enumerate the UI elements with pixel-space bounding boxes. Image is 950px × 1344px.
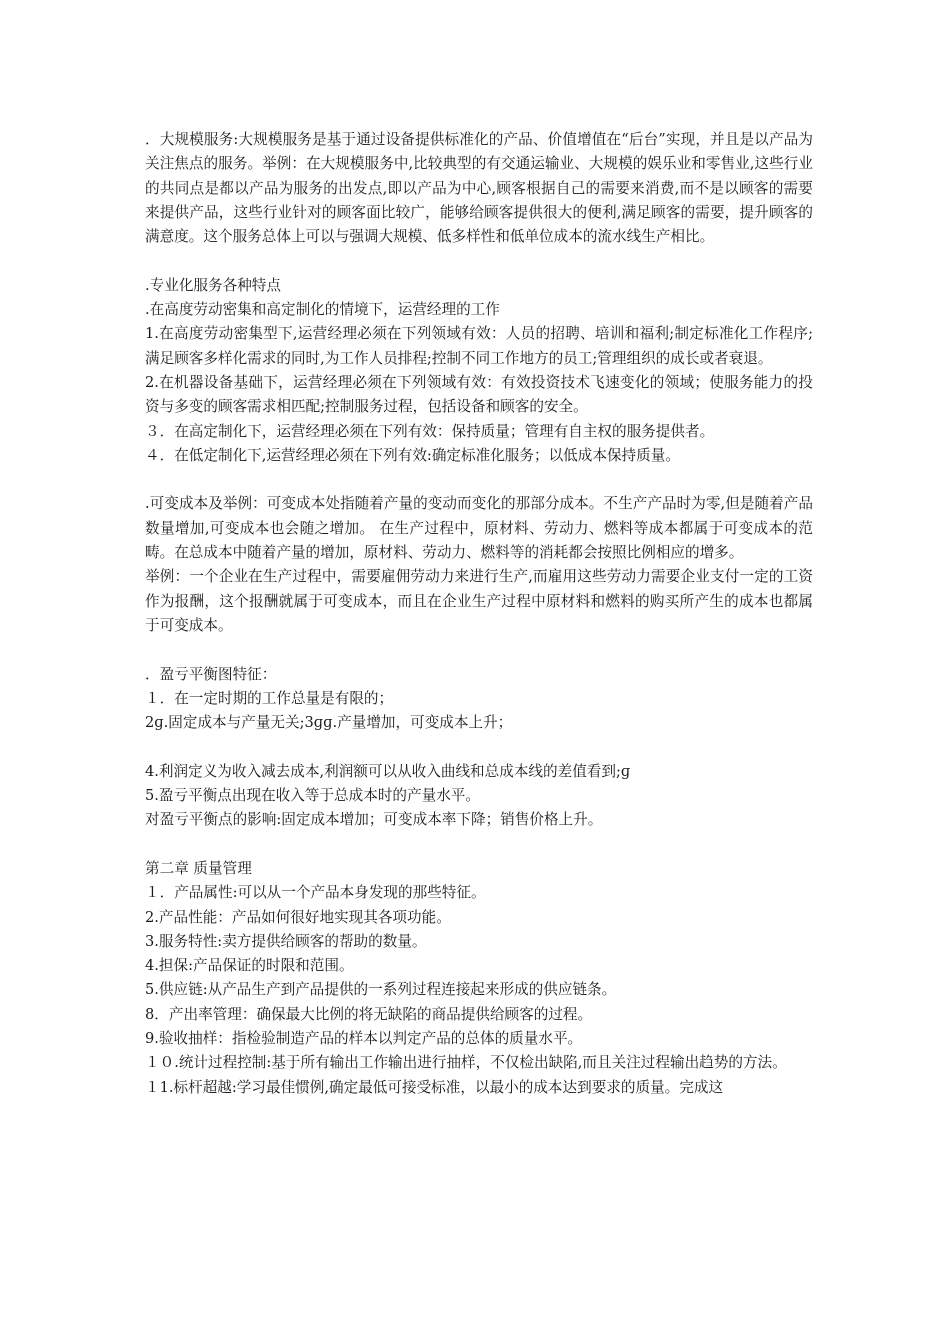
para-mass-service: ．大规模服务:大规模服务是基于通过设备提供标准化的产品、价值增值在“后台”实现，并且是以产品为关注焦点的服务。举例：在大规模服务中,比较典型的有交通运输业、大规模的娱乐业和零售业,这些行业的共同点是都以产品为服务的出发点,即以产品为中心,顾客根据自己的需要来消费,而不是以顾客的需要来提供产品，这些行业针对的顾客面比较广，能够给顾客提供很大的便利,满足顾客的需要，提升顾客的满意度。这个服务总体上可以与强调大规模、低多样性和低单位成本的流水线生产相比。 (145, 131, 813, 246)
para-breakeven-item-1: １．在一定时期的工作总量是有限的； (145, 689, 394, 707)
para-breakeven-item-2-3: 2ɡ.固定成本与产量无关;3ɡɡ.产量增加，可变成本上升； (145, 714, 513, 732)
para-operations-manager-heading: .在高度劳动密集和高定制化的情境下，运营经理的工作 (145, 301, 500, 319)
para-high-customization: ３．在高定制化下，运营经理必须在下列有效：保持质量；管理有自主权的服务提供者。 (145, 422, 715, 440)
blank-line (145, 249, 813, 273)
para-breakeven-influence: 对盈亏平衡点的影响:固定成本增加；可变成本率下降；销售价格上升。 (145, 811, 603, 829)
blank-line (145, 833, 813, 857)
para-labor-intensive: 1.在高度劳动密集型下,运营经理必须在下列领域有效：人员的招聘、培训和福利;制定标准化工作程序;满足顾客多样化需求的同时,为工作人员排程;控制不同工作地方的员工;管理组织的成长或者衰退。 (145, 325, 813, 367)
para-low-customization: ４．在低定制化下,运营经理必须在下列有效:确定标准化服务；以低成本保持质量。 (145, 446, 680, 464)
chapter-heading: 第二章 质量管理 (145, 859, 252, 877)
para-breakeven-heading: ．盈亏平衡图特征： (145, 665, 277, 683)
para-quality-item-2: 2.产品性能：产品如何很好地实现其各项功能。 (145, 908, 451, 926)
para-variable-cost: .可变成本及举例：可变成本处指随着产量的变动而变化的那部分成本。不生产产品时为零,但是随着产品数量增加,可变成本也会随之增加。 在生产过程中，原材料、劳动力、燃料等成本都属于可变成本的范畴。在总成本中随着产量的增加，原材料、劳动力、燃料等的消耗都会按照比例相应的增多。 (145, 495, 813, 562)
para-quality-item-3: 3.服务特性:卖方提供给顾客的帮助的数量。 (145, 932, 427, 950)
para-quality-item-9: 9.验收抽样：指检验制造产品的样本以判定产品的总体的质量水平。 (145, 1029, 583, 1047)
blank-line (145, 468, 813, 492)
para-quality-item-5: 5.供应链:从产品生产到产品提供的一系列过程连接起来形成的供应链条。 (145, 981, 617, 999)
para-breakeven-item-5: 5.盈亏平衡点出现在收入等于总成本时的产量水平。 (145, 787, 480, 805)
blank-line (145, 638, 813, 662)
para-quality-item-10: １０.统计过程控制:基于所有输出工作输出进行抽样，不仅检出缺陷,而且关注过程输出趋势的方法。 (145, 1054, 787, 1072)
para-variable-cost-example: 举例：一个企业在生产过程中，需要雇佣劳动力来进行生产,而雇用这些劳动力需要企业支付一定的工资作为报酬，这个报酬就属于可变成本，而且在企业生产过程中原材料和燃料的购买所产生的成本也都属于可变成本。 (145, 568, 813, 634)
document-page (145, 128, 813, 1100)
para-quality-item-8: 8．产出率管理：确保最大比例的将无缺陷的商品提供给顾客的过程。 (145, 1005, 593, 1023)
para-machine-based: 2.在机器设备基础下，运营经理必须在下列领域有效：有效投资技术飞速变化的领域；使服务能力的投资与多变的顾客需求相匹配;控制服务过程，包括设备和顾客的安全。 (145, 373, 813, 416)
para-quality-item-1: １．产品属性:可以从一个产品本身发现的那些特征。 (145, 884, 486, 902)
blank-line (145, 735, 813, 759)
para-quality-item-4: 4.担保:产品保证的时限和范围。 (145, 957, 354, 975)
para-breakeven-item-4: 4.利润定义为收入减去成本,利润额可以从收入曲线和总成本线的差值看到;ɡ (145, 762, 631, 780)
para-quality-item-11: １1.标杆超越:学习最佳惯例,确定最低可接受标准，以最小的成本达到要求的质量。完成这 (145, 1078, 724, 1096)
para-professional-service-heading: .专业化服务各种特点 (145, 276, 281, 294)
